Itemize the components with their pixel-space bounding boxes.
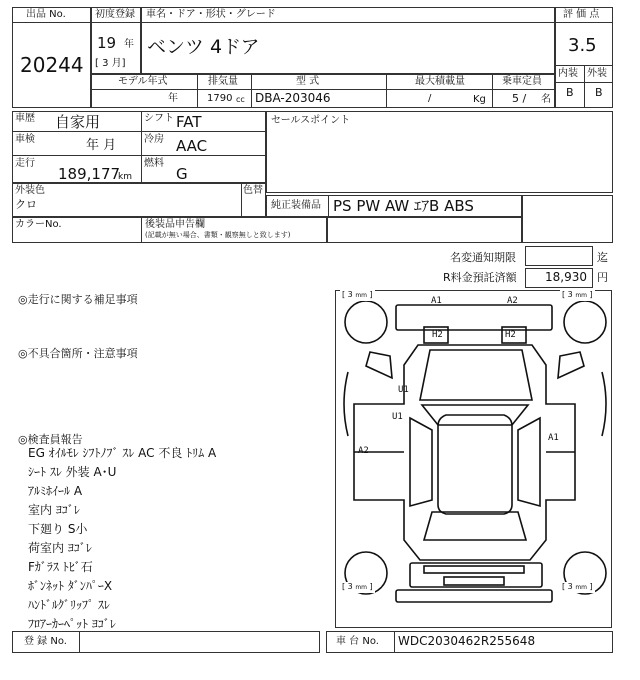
interior-score-label: 内装 <box>558 68 578 79</box>
exterior-color-label: 外装色 <box>15 185 45 196</box>
tire-front-right <box>564 301 606 343</box>
displacement-label: 排気量 <box>208 76 238 87</box>
front-bumper <box>396 305 552 330</box>
tire-tag-front-left: [ 3 mm ] <box>342 290 373 299</box>
lot-number: 20244 <box>20 53 84 77</box>
report-line: ﾊﾝﾄﾞﾙｸﾞﾘｯﾌﾟ ｽﾚ <box>28 598 110 612</box>
driving-notes-label: ◎走行に関する補足事項 <box>18 293 138 306</box>
recycle-unit: 円 <box>597 271 608 284</box>
first-registration-label: 初度登録 <box>95 9 135 20</box>
lot-number-label: 出品 No. <box>26 9 66 20</box>
report-line: ﾎﾞﾝﾈｯﾄ ﾀﾞﾝﾊﾟｰX <box>28 579 113 593</box>
mileage-unit: km <box>118 172 132 182</box>
report-line: 室内 ﾖｺﾞﾚ <box>28 503 80 517</box>
tire-tag-rear-left: [ 3 mm ] <box>342 582 373 591</box>
damage-mark: U1 <box>392 412 403 422</box>
displacement-unit: cc <box>236 95 245 104</box>
equipment-label: 純正装備品 <box>271 200 321 211</box>
first-registration-month: [ 3 月] <box>95 58 126 69</box>
capacity-unit: 名 <box>541 94 551 105</box>
color-change-label: 色替 <box>243 185 263 196</box>
name-change-unit: 迄 <box>597 251 608 264</box>
year-unit: 年 <box>124 39 134 50</box>
recycle-label: R料金預託済額 <box>443 271 517 284</box>
model-type: DBA-203046 <box>255 91 331 105</box>
report-line: 荷室内 ﾖｺﾞﾚ <box>28 541 92 555</box>
exterior-score-label: 外装 <box>587 68 607 79</box>
score: 3.5 <box>568 35 597 56</box>
name-change-label: 名変通知期限 <box>450 251 516 264</box>
rear-window <box>424 512 526 540</box>
exterior-color: クロ <box>15 198 37 211</box>
damage-mark: U1 <box>398 385 409 395</box>
tire-tag-front-right: [ 3 mm ] <box>562 290 593 299</box>
window-right <box>518 418 540 506</box>
max-load: / <box>428 93 432 104</box>
chassis-no: WDC2030462R255648 <box>398 634 536 648</box>
capacity-label: 乗車定員 <box>502 76 542 87</box>
interior-score: B <box>566 86 574 99</box>
sales-point-label: セールスポイント <box>271 115 351 126</box>
score-label: 評 価 点 <box>563 9 600 20</box>
report-line: ｼｰﾄ ｽﾚ 外装 A･U <box>28 465 117 479</box>
damage-mark: A2 <box>358 446 369 456</box>
equipment: PS PW AW ｴｱB ABS <box>333 197 474 215</box>
history-label: 車歴 <box>15 113 35 124</box>
bonnet <box>420 350 532 400</box>
shift: FAT <box>176 113 202 131</box>
recycle-amount: 18,930 <box>545 270 587 284</box>
rear-plate <box>444 577 504 585</box>
history: 自家用 <box>55 113 101 131</box>
car-name-label: 車名・ドア・形状・グレード <box>146 9 276 20</box>
mileage: 189,177 <box>58 165 121 183</box>
inspection-label: 車検 <box>15 134 35 145</box>
damage-mark: A1 <box>431 296 442 306</box>
registration-no-label: 登 録 No. <box>24 636 67 647</box>
model-year-label: モデル年式 <box>118 76 168 87</box>
damage-mark: A2 <box>507 296 518 306</box>
window-left <box>410 418 432 506</box>
chassis-no-label: 車 台 No. <box>336 636 379 647</box>
tire-tag-rear-right: [ 3 mm ] <box>562 582 593 591</box>
ac: AAC <box>176 137 208 155</box>
mirror-left <box>366 352 392 378</box>
report-line: ﾌﾛｱｰｶｰﾍﾟｯﾄ ﾖｺﾞﾚ <box>28 617 116 631</box>
report-line: 下廻り S小 <box>28 522 88 536</box>
defects-label: ◎不具合箇所・注意事項 <box>18 347 138 360</box>
inspector-report-label: ◎検査員報告 <box>18 433 83 446</box>
rear-lamp-bar <box>424 566 524 573</box>
damage-mark: A1 <box>548 433 559 443</box>
roof <box>438 415 512 514</box>
damage-mark: H2 <box>432 330 443 340</box>
max-load-label: 最大積載量 <box>415 76 465 87</box>
ac-label: 冷房 <box>144 134 164 145</box>
damage-mark: H2 <box>505 330 516 340</box>
shift-label: シフト <box>144 113 174 124</box>
capacity: 5 / <box>512 92 527 105</box>
color-no-label: カラーNo. <box>15 219 62 230</box>
rear-skirt <box>396 590 552 602</box>
retrofit-note: (記載が無い場合、書類・観察無しと致します) <box>145 231 291 239</box>
mirror-right <box>558 352 584 378</box>
fuel: G <box>176 165 188 183</box>
report-line: Fｶﾞﾗｽ ﾄﾋﾞ石 <box>28 560 93 574</box>
car-name: ベンツ 4ドア <box>147 36 260 58</box>
type-label: 型 式 <box>296 76 320 87</box>
fuel-label: 燃料 <box>144 158 164 169</box>
tire-front-left <box>345 301 387 343</box>
model-year-unit: 年 <box>168 93 178 104</box>
max-load-unit: Kg <box>473 94 486 105</box>
report-line: EG ｵｲﾙﾓﾚ ｼﾌﾄﾉﾌﾞ ｽﾚ AC 不良 ﾄﾘﾑ A <box>28 446 217 460</box>
first-registration-year: 19 <box>97 34 117 52</box>
displacement: 1790 <box>207 93 233 104</box>
mileage-label: 走行 <box>15 158 35 169</box>
inspection: 年 月 <box>86 138 117 153</box>
exterior-score: B <box>595 86 603 99</box>
report-line: ｱﾙﾐﾎｲｰﾙ A <box>28 484 83 498</box>
retrofit-label: 後装品申告欄 <box>145 219 205 230</box>
